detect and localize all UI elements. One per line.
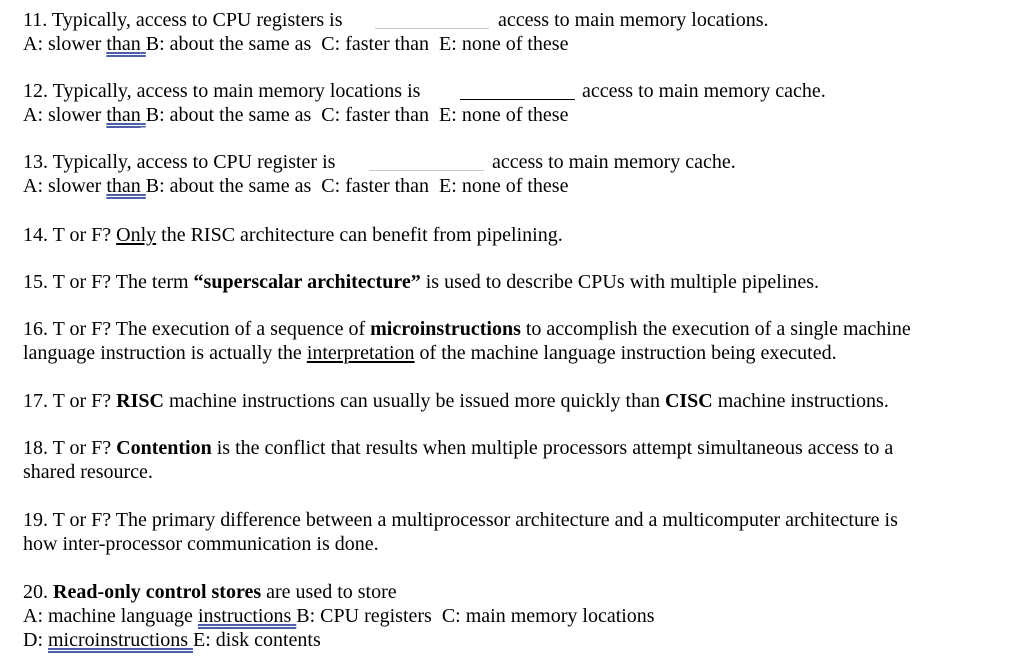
q19-line2: how inter-processor communication is done.	[23, 533, 379, 555]
q19-line1: 19. T or F? The primary difference between a multiprocessor architecture and a multicomputer architecture is	[23, 509, 898, 531]
q16-term: microinstructions	[370, 318, 521, 340]
q12-option-a-tail: than	[106, 104, 141, 126]
q17-term-risc: RISC	[116, 390, 164, 412]
q18-line1: 18. T or F? Contention is the conflict that results when multiple processors attempt simultaneous access to a	[23, 437, 894, 459]
q13-stem: 13. Typically, access to CPU register is	[23, 151, 336, 173]
q16-line1: 16. T or F? The execution of a sequence of microinstructions to accomplish the execution of a single machine	[23, 318, 911, 340]
q16-emphasis: interpretation	[306, 342, 415, 364]
q16-line2: language instruction is actually the interpretation of the machine language instruction being executed.	[23, 342, 837, 364]
q17: 17. T or F? RISC machine instructions can usually be issued more quickly than CISC machine instructions.	[23, 390, 889, 412]
q20-term: Read-only control stores	[53, 581, 262, 603]
q11-stem: 11. Typically, access to CPU registers is	[23, 9, 343, 31]
q18-line2: shared resource.	[23, 461, 153, 483]
q15: 15. T or F? The term “superscalar architecture” is used to describe CPUs with multiple pipelines.	[23, 271, 820, 293]
q11-option-a-tail: than	[106, 33, 141, 55]
q11-stem-suffix: access to main memory locations.	[498, 9, 769, 31]
q14-emphasis: Only	[116, 224, 157, 246]
q15-term: “superscalar architecture”	[193, 271, 421, 293]
q13-stem-suffix: access to main memory cache.	[492, 151, 736, 173]
q17-term-cisc: CISC	[664, 390, 713, 412]
q20-stem: 20. Read-only control stores are used to store	[23, 581, 397, 603]
q18-term: Contention	[116, 437, 212, 459]
q20-options-line2: D: microinstructions E: disk contents	[23, 629, 321, 651]
q14: 14. T or F? Only the RISC architecture can benefit from pipelining.	[23, 224, 563, 246]
q12-stem-suffix: access to main memory cache.	[582, 80, 826, 102]
q12-options: A: slower than B: about the same as C: faster than E: none of these	[23, 104, 569, 126]
q13-answer-blank[interactable]	[369, 170, 484, 171]
q20-option-d-tail: microinstructions	[48, 629, 188, 651]
q20-option-a-tail: instructions	[197, 605, 292, 627]
q20-options-line1: A: machine language instructions B: CPU registers C: main memory locations	[23, 605, 655, 627]
q12-answer-blank[interactable]	[460, 99, 575, 100]
q13-options: A: slower than B: about the same as C: faster than E: none of these	[23, 175, 569, 197]
q11-answer-blank[interactable]	[375, 28, 489, 29]
q13-option-a-tail: than	[106, 175, 141, 197]
q11-options: A: slower than B: about the same as C: faster than E: none of these	[23, 33, 569, 55]
q12-stem: 12. Typically, access to main memory locations is	[23, 80, 421, 102]
